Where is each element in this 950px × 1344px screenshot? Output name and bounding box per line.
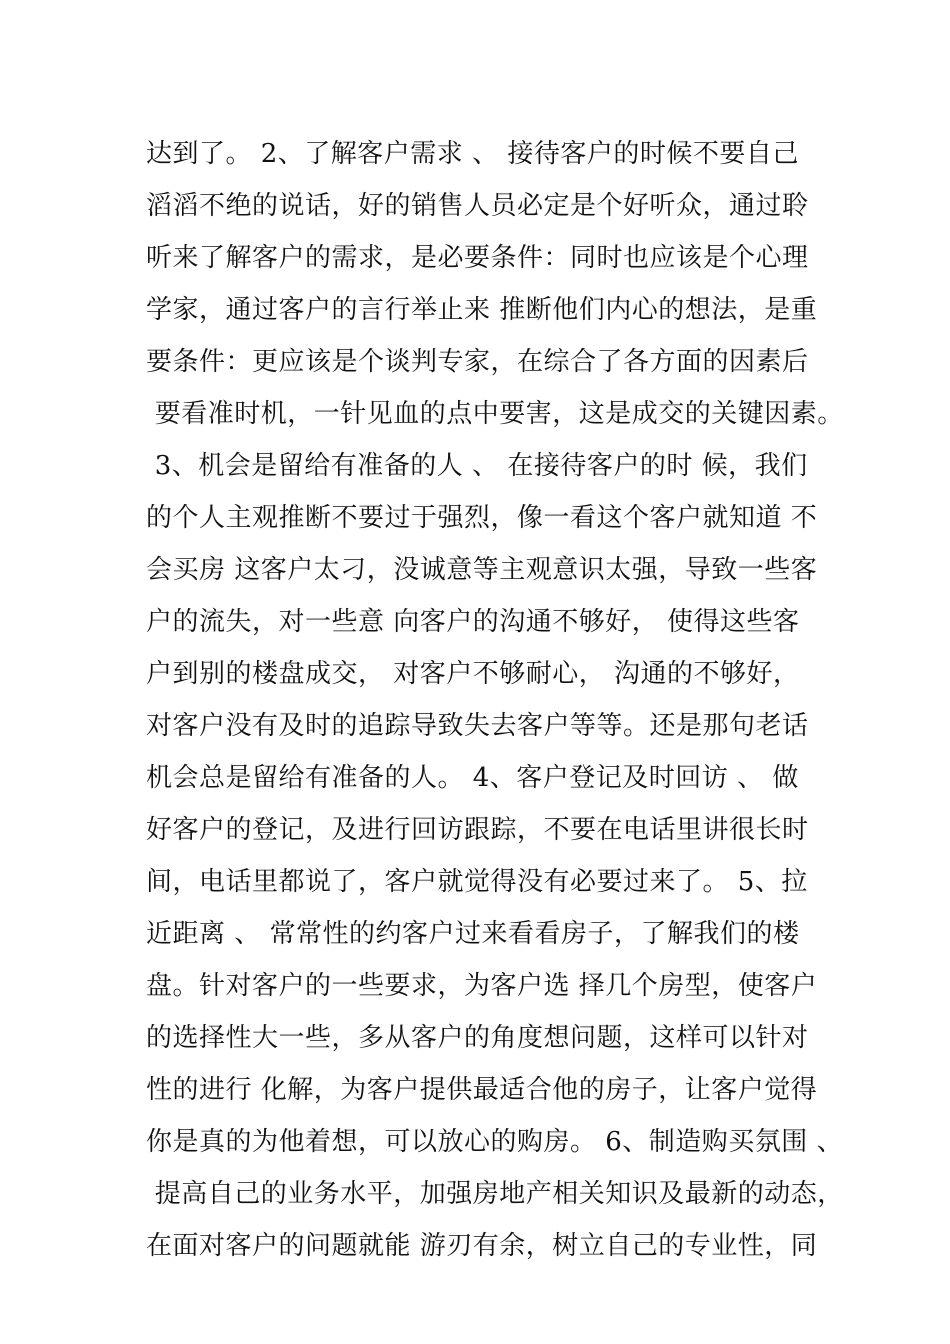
text-line: 在面对客户的问题就能 游刃有余，树立自己的专业性，同 <box>146 1231 818 1261</box>
text-line: 3、机会是留给有准备的人 、 在接待客户的时 候，我们 <box>146 451 808 481</box>
text-line: 好客户的登记，及进行回访跟踪，不要在电话里讲很长时 <box>146 815 809 845</box>
text-line: 的选择性大一些，多从客户的角度想问题，这样可以针对 <box>146 1023 809 1053</box>
text-line: 户到别的楼盘成交， 对客户不够耐心， 沟通的不够好， <box>146 659 800 689</box>
text-line: 盘。针对客户的一些要求，为客户选 择几个房型，使客户 <box>146 971 818 1001</box>
text-line: 你是真的为他着想，可以放心的购房。 6、制造购买氛围 、 <box>146 1127 844 1157</box>
text-line: 要条件：更应该是个谈判专家，在综合了各方面的因素后 <box>146 347 809 377</box>
text-line: 学家，通过客户的言行举止来 推断他们内心的想法，是重 <box>146 295 818 325</box>
text-line: 性的进行 化解，为客户提供最适合他的房子，让客户觉得 <box>146 1075 818 1105</box>
text-line: 户的流失，对一些意 向客户的沟通不够好， 使得这些客 <box>146 607 800 637</box>
text-line: 对客户没有及时的追踪导致失去客户等等。还是那句老话 <box>146 711 809 741</box>
text-line: 会买房 这客户太刁，没诚意等主观意识太强，导致一些客 <box>146 555 818 585</box>
text-line: 要看准时机，一针见血的点中要害，这是成交的关键因素。 <box>146 399 844 429</box>
body-text <box>146 128 846 1272</box>
text-line: 的个人主观推断不要过于强烈，像一看这个客户就知道 不 <box>146 503 818 533</box>
text-line: 间，电话里都说了，客户就觉得没有必要过来了。 5、拉 <box>146 867 808 897</box>
text-line: 近距离 、 常常性的约客户过来看看房子，了解我们的楼 <box>146 919 800 949</box>
text-line: 达到了。 2、了解客户需求 、 接待客户的时候不要自己 <box>146 139 799 169</box>
text-line: 提高自己的业务水平，加强房地产相关知识及最新的动态， <box>146 1179 844 1209</box>
text-line: 听来了解客户的需求，是必要条件：同时也应该是个心理 <box>146 243 809 273</box>
text-line: 滔滔不绝的说话，好的销售人员必定是个好听众，通过聆 <box>146 191 809 221</box>
text-line: 机会总是留给有准备的人。 4、客户登记及时回访 、 做 <box>146 763 799 793</box>
